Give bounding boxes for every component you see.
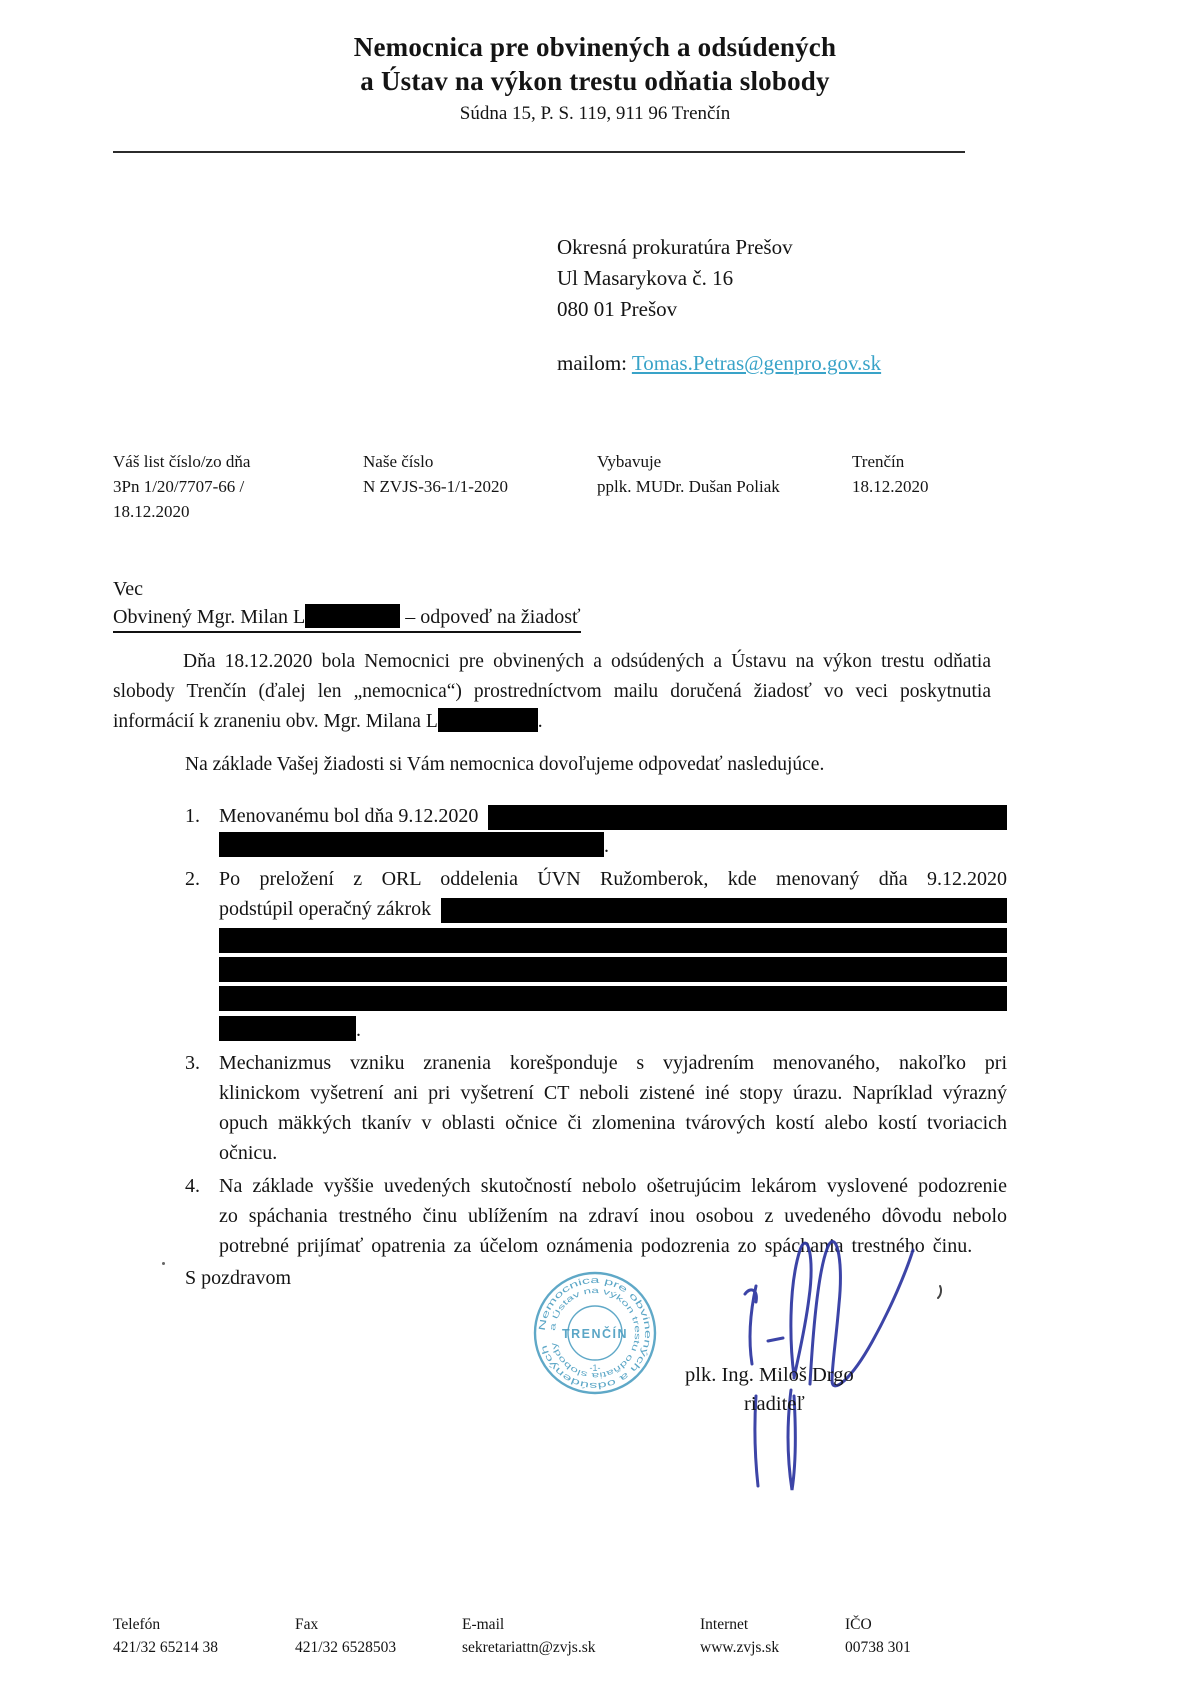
item-1-line-1 — [219, 801, 1007, 831]
your-number-value: 3Pn 1/20/7707-66 / — [113, 477, 245, 496]
email-value: sekretariattn@zvjs.sk — [462, 1639, 596, 1656]
your-number-date: 18.12.2020 — [113, 502, 190, 521]
email-label: E-mail — [462, 1616, 505, 1633]
redaction-bar — [438, 708, 538, 732]
paragraph-1-text: Dňa 18.12.2020 bola Nemocnici pre obvinených a odsúdených a Ústavu na výkon trestu odňatia slobody Trenčín (ďalej len „nemocnica“) prostredníctvom mailu doručená žiadosť vo veci poskytnutia informácií k zraneniu obv. Mgr. Milana L — [113, 651, 991, 732]
redaction-bar — [219, 832, 604, 857]
ico-label: IČO — [845, 1616, 872, 1633]
recipient-block — [557, 232, 881, 379]
list-item-3 — [185, 1048, 1007, 1168]
item-4-text: Na základe vyššie uvedených skutočností nebolo ošetrujúcim lekárom vyslovené podozrenie zo spáchania trestného činu ublížením na zdraví inou osobou z uvedeného dôvodu nebolo potrebné prijímať opatrenia za účelom oznámenia podozrenia zo spáchania trestného činu. — [219, 1175, 1007, 1257]
recipient-city: 080 01 Prešov — [557, 297, 678, 321]
redaction-bar — [219, 957, 1007, 982]
item-1-number: 1. — [185, 805, 200, 827]
stamp-center-text: TRENČÍN — [561, 1327, 629, 1341]
footer-internet — [700, 1613, 779, 1659]
footer-fax — [295, 1613, 396, 1659]
footer-email — [462, 1613, 596, 1659]
stamp-inner-ring-text: a Ústav na výkon trestu odňatia slobody — [547, 1285, 643, 1381]
reference-your-number — [113, 449, 250, 524]
list-item-1 — [185, 801, 1007, 861]
letterhead — [0, 30, 1190, 125]
redaction-bar — [219, 928, 1007, 953]
ico-value: 00738 301 — [845, 1639, 911, 1656]
reference-place-date — [852, 449, 929, 499]
mail-line — [557, 348, 881, 379]
redaction-bar — [219, 1016, 356, 1041]
item-1-text: Menovanému bol dňa 9.12.2020 — [219, 805, 479, 827]
our-number-label: Naše číslo — [363, 452, 434, 471]
subject-line — [113, 604, 581, 633]
body-paragraph-2: Na základe Vašej žiadosti si Vám nemocnica dovoľujeme odpovedať nasledujúce. — [185, 754, 825, 775]
handled-by-value: pplk. MUDr. Dušan Poliak — [597, 477, 780, 496]
signer-title: riaditeľ — [744, 1393, 805, 1415]
redaction-bar — [219, 986, 1007, 1011]
organization-address: Súdna 15, P. S. 119, 911 96 Trenčín — [459, 103, 731, 124]
item-2-content — [219, 864, 1007, 1045]
handled-by-label: Vybavuje — [597, 452, 662, 471]
answer-list — [185, 801, 1007, 1264]
item-2-period: . — [356, 1019, 361, 1041]
list-item-2 — [185, 864, 1007, 1045]
letterhead-divider — [113, 151, 965, 153]
phone-value: 421/32 65214 38 — [113, 1639, 219, 1656]
date-value: 18.12.2020 — [852, 477, 929, 496]
paragraph-1-period: . — [537, 711, 543, 732]
item-1-content — [219, 801, 1007, 861]
subject-label: Vec — [113, 578, 143, 600]
subject-text-before: Obvinený Mgr. Milan L — [113, 606, 306, 628]
phone-label: Telefón — [113, 1616, 161, 1633]
footer-ico — [845, 1613, 911, 1659]
stamp-number: -1- — [589, 1363, 601, 1373]
item-3-number: 3. — [185, 1052, 200, 1074]
item-3-text: Mechanizmus vzniku zranenia korešponduje s vyjadrením menovaného, nakoľko pri klinickom vyšetrení ani pri vyšetrení CT neboli zistené iné stopy úrazu. Napríklad výrazný opuch mäkkých tkanív v oblasti očnice či zlomenina tvárových kostí alebo kostí tvoriacich očnicu. — [219, 1052, 1007, 1164]
organization-name-line1: Nemocnica pre obvinených a odsúdených — [353, 32, 837, 62]
stamp-outer-ring-text: Nemocnica pre obvinených a odsúdených — [536, 1274, 654, 1392]
reference-our-number — [363, 449, 508, 499]
item-1-line-2 — [219, 831, 1007, 861]
fax-value: 421/32 6528503 — [295, 1639, 397, 1656]
official-stamp — [520, 1258, 670, 1408]
item-1-period: . — [604, 835, 609, 857]
item-2-text: podstúpil operačný zákrok — [219, 898, 432, 920]
item-2-number: 2. — [185, 868, 200, 890]
our-number-value: N ZVJS-36-1/1-2020 — [363, 477, 508, 496]
subject-text-after: – odpoveď na žiadosť — [400, 606, 581, 628]
item-2-last-line — [219, 1015, 1007, 1045]
reference-handled-by — [597, 449, 780, 499]
redaction-bar — [305, 604, 400, 628]
item-2-line-1: Po preložení z ORL oddelenia ÚVN Ružomberok, kde menovaný dňa 9.12.2020 — [219, 868, 1007, 890]
recipient-street: Ul Masarykova č. 16 — [557, 266, 734, 290]
footer-phone — [113, 1613, 218, 1659]
salutation: S pozdravom — [185, 1267, 292, 1289]
body-paragraph-1 — [113, 647, 991, 737]
internet-value: www.zvjs.sk — [700, 1639, 780, 1656]
place-label: Trenčín — [852, 452, 905, 471]
item-4-number: 4. — [185, 1175, 200, 1197]
recipient-email-link[interactable]: Tomas.Petras@genpro.gov.sk — [631, 351, 882, 375]
mail-label: mailom: — [557, 351, 632, 375]
stamp-graphic — [520, 1258, 670, 1408]
organization-name-line2: a Ústav na výkon trestu odňatia slobody — [360, 66, 830, 96]
internet-label: Internet — [700, 1616, 749, 1633]
recipient-name: Okresná prokuratúra Prešov — [557, 235, 793, 259]
your-number-label: Váš list číslo/zo dňa — [113, 452, 251, 471]
scan-artifact — [162, 1262, 165, 1265]
redaction-bar — [488, 805, 1007, 830]
item-2-line-2 — [219, 894, 1007, 924]
signer-name: plk. Ing. Miloš Drgo — [685, 1364, 854, 1386]
fax-label: Fax — [295, 1616, 319, 1633]
redaction-bar — [441, 898, 1007, 923]
